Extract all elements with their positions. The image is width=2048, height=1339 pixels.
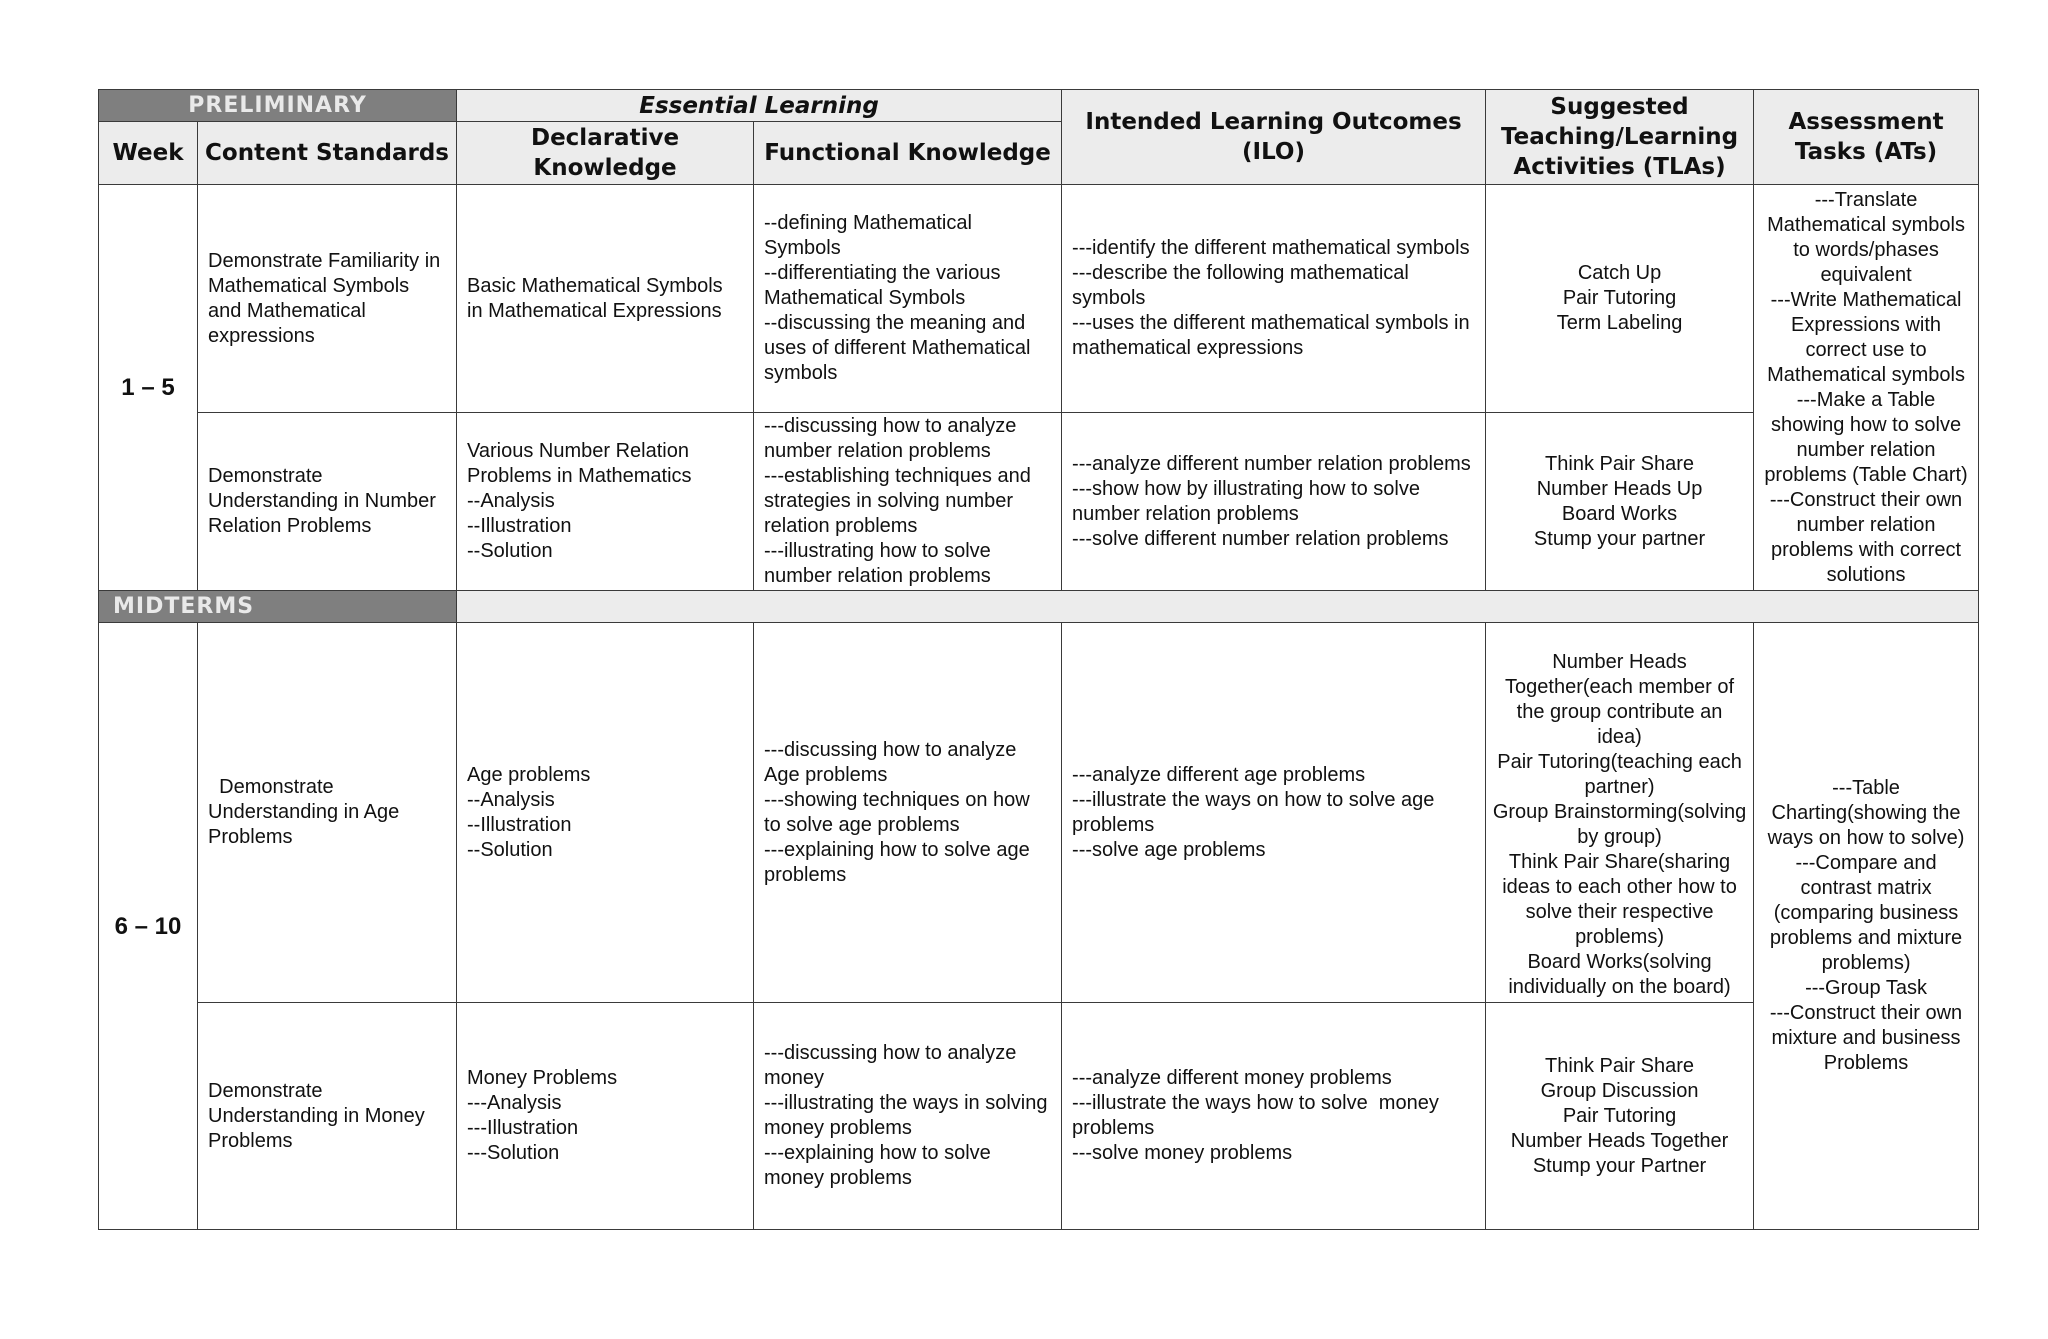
ilo-cell: ---identify the different mathematical symbols ---describe the following mathematical symbols ---uses the different mathematical symbols in mathematical expressions <box>1062 185 1486 413</box>
functional-cell: ---discussing how to analyze number relation problems ---establishing techniques and strategies in solving number relation problems ---illustrating how to solve number relation problems <box>754 413 1062 591</box>
declarative-header: Declarative Knowledge <box>457 122 754 185</box>
content-standard-cell: Demonstrate Familiarity in Mathematical Symbols and Mathematical expressions <box>198 185 457 413</box>
week-header: Week <box>99 122 198 185</box>
midterms-band-row <box>99 591 1979 623</box>
declarative-cell: Various Number Relation Problems in Mathematics --Analysis --Illustration --Solution <box>457 413 754 591</box>
syllabus-table <box>98 89 1979 1230</box>
functional-cell: ---discussing how to analyze money ---illustrating the ways in solving money problems ---explaining how to solve money problems <box>754 1003 1062 1230</box>
declarative-cell: Basic Mathematical Symbols in Mathematical Expressions <box>457 185 754 413</box>
content-standard-cell: Demonstrate Understanding in Number Relation Problems <box>198 413 457 591</box>
midterms-banner: MIDTERMS <box>99 591 457 623</box>
declarative-cell: Money Problems ---Analysis ---Illustration ---Solution <box>457 1003 754 1230</box>
table-row <box>99 1003 1979 1230</box>
tla-cell: Think Pair Share Number Heads Up Board Works Stump your partner <box>1486 413 1754 591</box>
essential-learning-header: Essential Learning <box>457 90 1062 122</box>
ilo-cell: ---analyze different age problems ---illustrate the ways on how to solve age problems ---solve age problems <box>1062 623 1486 1003</box>
week-cell: 6 – 10 <box>99 623 198 1230</box>
tla-cell: Number Heads Together(each member of the group contribute an idea) Pair Tutoring(teaching each partner) Group Brainstorming(solving by group) Think Pair Share(sharing ideas to each other how to solve their respective problems) Board Works(solving individually on the board) <box>1486 623 1754 1003</box>
assessment-cell: ---Translate Mathematical symbols to words/phases equivalent ---Write Mathematical Expressions with correct use to Mathematical symbols ---Make a Table showing how to solve number relation problems (Table Chart) ---Construct their own number relation problems with correct solutions <box>1754 185 1979 591</box>
table-row <box>99 623 1979 1003</box>
week-cell: 1 – 5 <box>99 185 198 591</box>
assessment-cell: ---Table Charting(showing the ways on how to solve) ---Compare and contrast matrix (comparing business problems and mixture problems) ---Group Task ---Construct their own mixture and business Problems <box>1754 623 1979 1230</box>
tla-cell: Think Pair Share Group Discussion Pair Tutoring Number Heads Together Stump your Partner <box>1486 1003 1754 1230</box>
declarative-cell: Age problems --Analysis --Illustration --Solution <box>457 623 754 1003</box>
table-row <box>99 185 1979 413</box>
functional-header: Functional Knowledge <box>754 122 1062 185</box>
tla-header: Suggested Teaching/Learning Activities (TLAs) <box>1486 90 1754 185</box>
functional-cell: --defining Mathematical Symbols --differentiating the various Mathematical Symbols --discussing the meaning and uses of different Mathematical symbols <box>754 185 1062 413</box>
tla-cell: Catch Up Pair Tutoring Term Labeling <box>1486 185 1754 413</box>
ilo-cell: ---analyze different money problems ---illustrate the ways how to solve money problems ---solve money problems <box>1062 1003 1486 1230</box>
midterms-band-fill <box>457 591 1979 623</box>
table-row <box>99 413 1979 591</box>
header-row-1 <box>99 90 1979 122</box>
preliminary-banner: PRELIMINARY <box>99 90 457 122</box>
ilo-cell: ---analyze different number relation problems ---show how by illustrating how to solve number relation problems ---solve different number relation problems <box>1062 413 1486 591</box>
content-standards-header: Content Standards <box>198 122 457 185</box>
content-standard-cell: Demonstrate Understanding in Money Problems <box>198 1003 457 1230</box>
content-standard-cell: Demonstrate Understanding in Age Problems <box>198 623 457 1003</box>
assessment-header: Assessment Tasks (ATs) <box>1754 90 1979 185</box>
functional-cell: ---discussing how to analyze Age problems ---showing techniques on how to solve age problems ---explaining how to solve age problems <box>754 623 1062 1003</box>
ilo-header: Intended Learning Outcomes (ILO) <box>1062 90 1486 185</box>
